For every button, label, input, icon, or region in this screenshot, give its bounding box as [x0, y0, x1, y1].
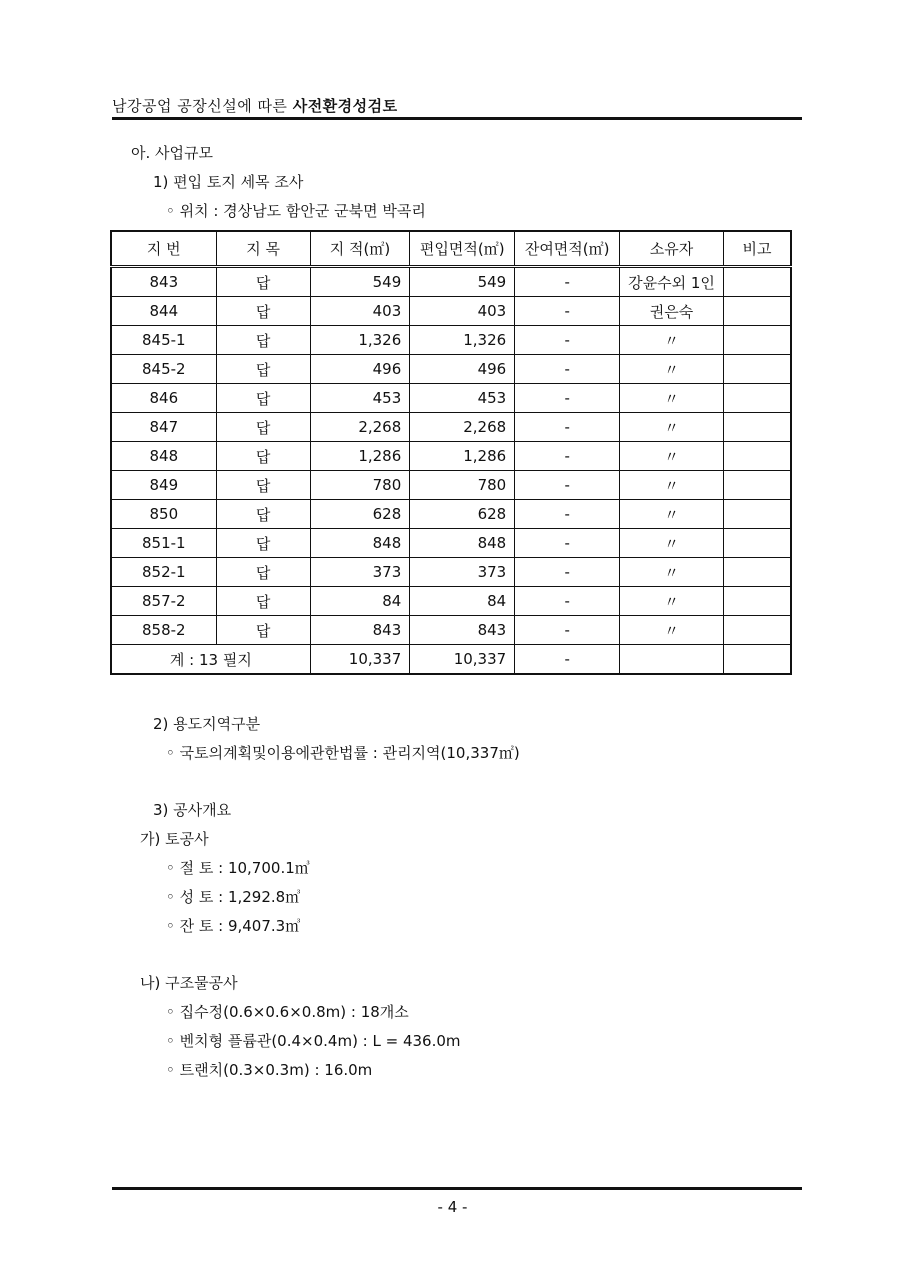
cell-included: 373 [410, 558, 515, 587]
header-prefix: 남강공업 공장신설에 따른 [112, 97, 293, 115]
cell-included: 403 [410, 297, 515, 326]
earthwork-title: 가) 토공사 [140, 830, 209, 848]
table-row [111, 471, 791, 500]
cell-note [723, 355, 791, 384]
cell-note [723, 529, 791, 558]
cell-lot: 852-1 [111, 558, 216, 587]
cell-lot: 857-2 [111, 587, 216, 616]
cell-area: 780 [310, 471, 410, 500]
cell-area: 1,326 [310, 326, 410, 355]
cell-area: 496 [310, 355, 410, 384]
cell-note [723, 442, 791, 471]
table-row [111, 587, 791, 616]
subsection-3-title: 3) 공사개요 [153, 801, 232, 819]
cell-note [723, 297, 791, 326]
cell-lot: 848 [111, 442, 216, 471]
earthwork-item: ◦ 성 토 : 1,292.8㎥ [166, 888, 301, 906]
header-divider [112, 117, 802, 120]
header-title: 사전환경성검토 [292, 97, 398, 115]
cell-category: 답 [216, 442, 310, 471]
cell-remaining: - [515, 587, 620, 616]
total-area: 10,337 [310, 645, 410, 675]
cell-category: 답 [216, 558, 310, 587]
cell-category: 답 [216, 471, 310, 500]
col-header-category: 지 목 [216, 231, 310, 267]
col-header-lot: 지 번 [111, 231, 216, 267]
cell-note [723, 471, 791, 500]
cell-lot: 850 [111, 500, 216, 529]
cell-owner: 〃 [620, 355, 724, 384]
cell-included: 843 [410, 616, 515, 645]
cell-included: 780 [410, 471, 515, 500]
cell-area: 1,286 [310, 442, 410, 471]
cell-category: 답 [216, 500, 310, 529]
cell-owner: 〃 [620, 326, 724, 355]
cell-owner: 〃 [620, 529, 724, 558]
cell-lot: 844 [111, 297, 216, 326]
location-line: ◦ 위치 : 경상남도 함안군 군북면 박곡리 [166, 202, 426, 220]
cell-note [723, 587, 791, 616]
col-header-included: 편입면적(㎡) [410, 231, 515, 267]
cell-included: 84 [410, 587, 515, 616]
cell-lot: 849 [111, 471, 216, 500]
cell-owner: 강윤수외 1인 [620, 267, 724, 297]
cell-included: 549 [410, 267, 515, 297]
total-note [723, 645, 791, 675]
cell-included: 2,268 [410, 413, 515, 442]
cell-owner: 〃 [620, 384, 724, 413]
cell-remaining: - [515, 471, 620, 500]
col-header-note: 비고 [723, 231, 791, 267]
footer-divider [112, 1187, 802, 1190]
table-row [111, 529, 791, 558]
col-header-owner: 소유자 [620, 231, 724, 267]
cell-remaining: - [515, 442, 620, 471]
cell-remaining: - [515, 297, 620, 326]
cell-remaining: - [515, 529, 620, 558]
cell-remaining: - [515, 558, 620, 587]
total-owner [620, 645, 724, 675]
cell-owner: 〃 [620, 587, 724, 616]
cell-note [723, 384, 791, 413]
section-title: 아. 사업규모 [131, 144, 213, 162]
cell-area: 843 [310, 616, 410, 645]
col-header-remaining: 잔여면적(㎡) [515, 231, 620, 267]
cell-lot: 845-2 [111, 355, 216, 384]
cell-lot: 858-2 [111, 616, 216, 645]
zoning-line: ◦ 국토의계획및이용에관한법률 : 관리지역(10,337㎡) [166, 744, 520, 762]
table-total-row [111, 645, 791, 675]
cell-included: 1,326 [410, 326, 515, 355]
table-row [111, 616, 791, 645]
table-row [111, 355, 791, 384]
structure-item: ◦ 벤치형 플륨관(0.4×0.4m) : L = 436.0m [166, 1032, 461, 1050]
table-row [111, 413, 791, 442]
cell-category: 답 [216, 529, 310, 558]
cell-area: 848 [310, 529, 410, 558]
table-row [111, 297, 791, 326]
document-header [112, 95, 398, 116]
cell-note [723, 267, 791, 297]
cell-area: 373 [310, 558, 410, 587]
total-remaining: - [515, 645, 620, 675]
cell-owner: 〃 [620, 471, 724, 500]
cell-category: 답 [216, 267, 310, 297]
cell-owner: 〃 [620, 558, 724, 587]
cell-included: 628 [410, 500, 515, 529]
cell-category: 답 [216, 355, 310, 384]
page-number: - 4 - [437, 1198, 468, 1216]
table-row [111, 558, 791, 587]
cell-lot: 845-1 [111, 326, 216, 355]
cell-included: 1,286 [410, 442, 515, 471]
cell-remaining: - [515, 500, 620, 529]
cell-area: 403 [310, 297, 410, 326]
col-header-area: 지 적(㎡) [310, 231, 410, 267]
cell-area: 549 [310, 267, 410, 297]
cell-owner: 〃 [620, 616, 724, 645]
cell-category: 답 [216, 384, 310, 413]
cell-category: 답 [216, 616, 310, 645]
cell-remaining: - [515, 326, 620, 355]
cell-lot: 847 [111, 413, 216, 442]
total-label: 계 : 13 필지 [111, 645, 310, 675]
structure-item: ◦ 트랜치(0.3×0.3m) : 16.0m [166, 1061, 373, 1079]
cell-remaining: - [515, 413, 620, 442]
cell-note [723, 558, 791, 587]
cell-included: 453 [410, 384, 515, 413]
cell-owner: 〃 [620, 413, 724, 442]
cell-lot: 851-1 [111, 529, 216, 558]
structure-item: ◦ 집수정(0.6×0.6×0.8m) : 18개소 [166, 1003, 409, 1021]
table-row [111, 442, 791, 471]
land-parcel-table [110, 230, 792, 675]
table-header-row [111, 231, 791, 267]
cell-owner: 〃 [620, 442, 724, 471]
cell-remaining: - [515, 384, 620, 413]
cell-category: 답 [216, 297, 310, 326]
cell-note [723, 413, 791, 442]
cell-area: 84 [310, 587, 410, 616]
table-row [111, 326, 791, 355]
cell-remaining: - [515, 355, 620, 384]
cell-category: 답 [216, 587, 310, 616]
table-row [111, 267, 791, 297]
earthwork-item: ◦ 잔 토 : 9,407.3㎥ [166, 917, 301, 935]
structure-work-title: 나) 구조물공사 [140, 974, 238, 992]
cell-owner: 〃 [620, 500, 724, 529]
cell-category: 답 [216, 326, 310, 355]
subsection-1-title: 1) 편입 토지 세목 조사 [153, 173, 304, 191]
cell-area: 453 [310, 384, 410, 413]
total-included: 10,337 [410, 645, 515, 675]
cell-note [723, 616, 791, 645]
cell-area: 2,268 [310, 413, 410, 442]
earthwork-item: ◦ 절 토 : 10,700.1㎥ [166, 859, 310, 877]
cell-included: 496 [410, 355, 515, 384]
cell-note [723, 326, 791, 355]
table-row [111, 500, 791, 529]
subsection-2-title: 2) 용도지역구분 [153, 715, 261, 733]
cell-remaining: - [515, 616, 620, 645]
cell-remaining: - [515, 267, 620, 297]
table-row [111, 384, 791, 413]
cell-included: 848 [410, 529, 515, 558]
cell-lot: 843 [111, 267, 216, 297]
cell-owner: 권은숙 [620, 297, 724, 326]
cell-note [723, 500, 791, 529]
cell-lot: 846 [111, 384, 216, 413]
cell-area: 628 [310, 500, 410, 529]
cell-category: 답 [216, 413, 310, 442]
